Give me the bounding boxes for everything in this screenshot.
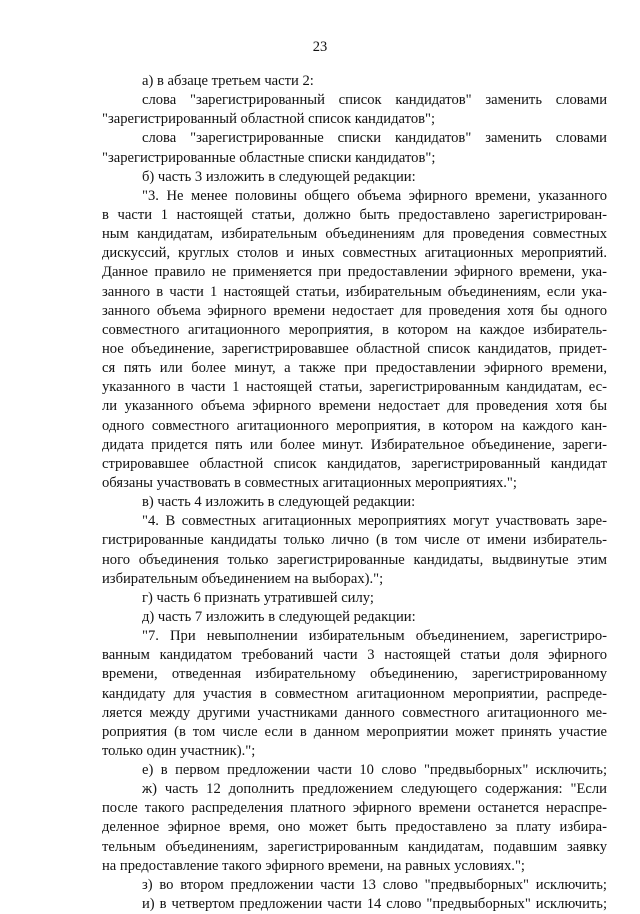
text-line: в части 1 настоящей статьи, должно быть предоставлено зарегистрирован- (102, 206, 607, 223)
text-line: указанного в части 1 настоящей статьи, зарегистрированным кандидатам, ес- (102, 379, 607, 396)
text-line: в) часть 4 изложить в следующей редакции: (142, 494, 416, 511)
text-line: "3. Не менее половины общего объема эфирного времени, указанного (142, 187, 607, 204)
text-line: ного объединения только зарегистрированные кандидаты, выдвинутые этим (102, 551, 607, 568)
text-line: на предоставление такого эфирного времени, на равных условиях."; (102, 857, 525, 874)
text-line: "4. В совместных агитационных мероприятиях могут участвовать заре- (142, 513, 607, 530)
text-line: ж) часть 12 дополнить предложением следующего содержания: "Если (142, 781, 607, 798)
text-line: гистрированные кандидаты только лично (в том числе от имени избиратель- (102, 532, 607, 549)
document-body (102, 72, 607, 914)
text-line: роприятия (в том числе если в данном мероприятии может принять участие (102, 723, 607, 740)
text-line: времени, отведенная избирательному объединению, зарегистрированному (102, 666, 607, 683)
text-line: совместного агитационного мероприятия, в котором на каждое избиратель- (102, 321, 607, 338)
text-line: после такого распределения платного эфирного времени останется нераспре- (102, 800, 607, 817)
text-line: одного совместного агитационного мероприятия, в котором на каждого кан- (102, 417, 607, 434)
text-line: "зарегистрированные областные списки кандидатов"; (102, 149, 436, 166)
text-line: ванным кандидатом требований части 3 настоящей статьи доля эфирного (102, 647, 607, 664)
text-line: и) в четвертом предложении части 14 слово "предвыборных" исключить; (142, 896, 607, 913)
text-line: занного объема эфирного времени недостает для проведения хотя бы одного (102, 302, 607, 319)
text-line: д) часть 7 изложить в следующей редакции: (142, 608, 416, 625)
text-line: слова "зарегистрированный список кандидатов" заменить словами (142, 92, 607, 109)
text-line: а) в абзаце третьем части 2: (142, 73, 314, 89)
text-line: занного в части 1 настоящей статьи, избирательным объединениям, если ука- (102, 283, 607, 300)
text-line: "зарегистрированный областной список кандидатов"; (102, 111, 436, 128)
text-line: е) в первом предложении части 10 слово "предвыборных" исключить; (142, 762, 607, 779)
text-line: кандидату для участия в совместном агитационном мероприятии, распреде- (102, 685, 607, 702)
text-line: з) во втором предложении части 13 слово "предвыборных" исключить; (142, 876, 607, 893)
text-line: ся пять или более минут, а также при предоставлении эфирного времени, (102, 360, 607, 377)
text-line: стрировавшее областной список кандидатов, зарегистрированный кандидат (102, 455, 607, 472)
text-line: "7. При невыполнении избирательным объединением, зарегистриро- (142, 628, 607, 645)
page-number: 23 (312, 39, 328, 55)
text-line: ным кандидатам, избирательным объединениям для проведения совместных (102, 226, 607, 243)
text-line: Данное правило не применяется при предоставлении эфирного времени, ука- (102, 264, 607, 281)
text-line: дискуссий, круглых столов и иных совместных агитационных мероприятий. (102, 245, 607, 262)
text-line: избирательным объединением на выборах)."; (102, 570, 384, 587)
text-line: обязаны участвовать в совместных агитационных мероприятиях."; (102, 474, 517, 491)
text-line: ли указанного объема эфирного времени недостает для проведения хотя бы (102, 398, 607, 415)
text-line: слова "зарегистрированные списки кандидатов" заменить словами (142, 130, 607, 147)
text-line: г) часть 6 признать утратившей силу; (142, 589, 374, 606)
text-line: только один участник)."; (102, 742, 256, 759)
text-line: ляется между другими участниками данного совместного агитационного ме- (102, 704, 607, 721)
text-line: деленное эфирное время, оно может быть предоставлено за плату избира- (102, 819, 607, 836)
text-line: дидата придется пять или более минут. Избирательное объединение, зареги- (102, 436, 607, 453)
text-line: б) часть 3 изложить в следующей редакции: (142, 168, 416, 185)
text-line: ное объединение, зарегистрировавшее областной список кандидатов, придет- (102, 340, 607, 357)
text-line: тельным объединениям, зарегистрированным кандидатам, подавшим заявку (102, 838, 607, 855)
